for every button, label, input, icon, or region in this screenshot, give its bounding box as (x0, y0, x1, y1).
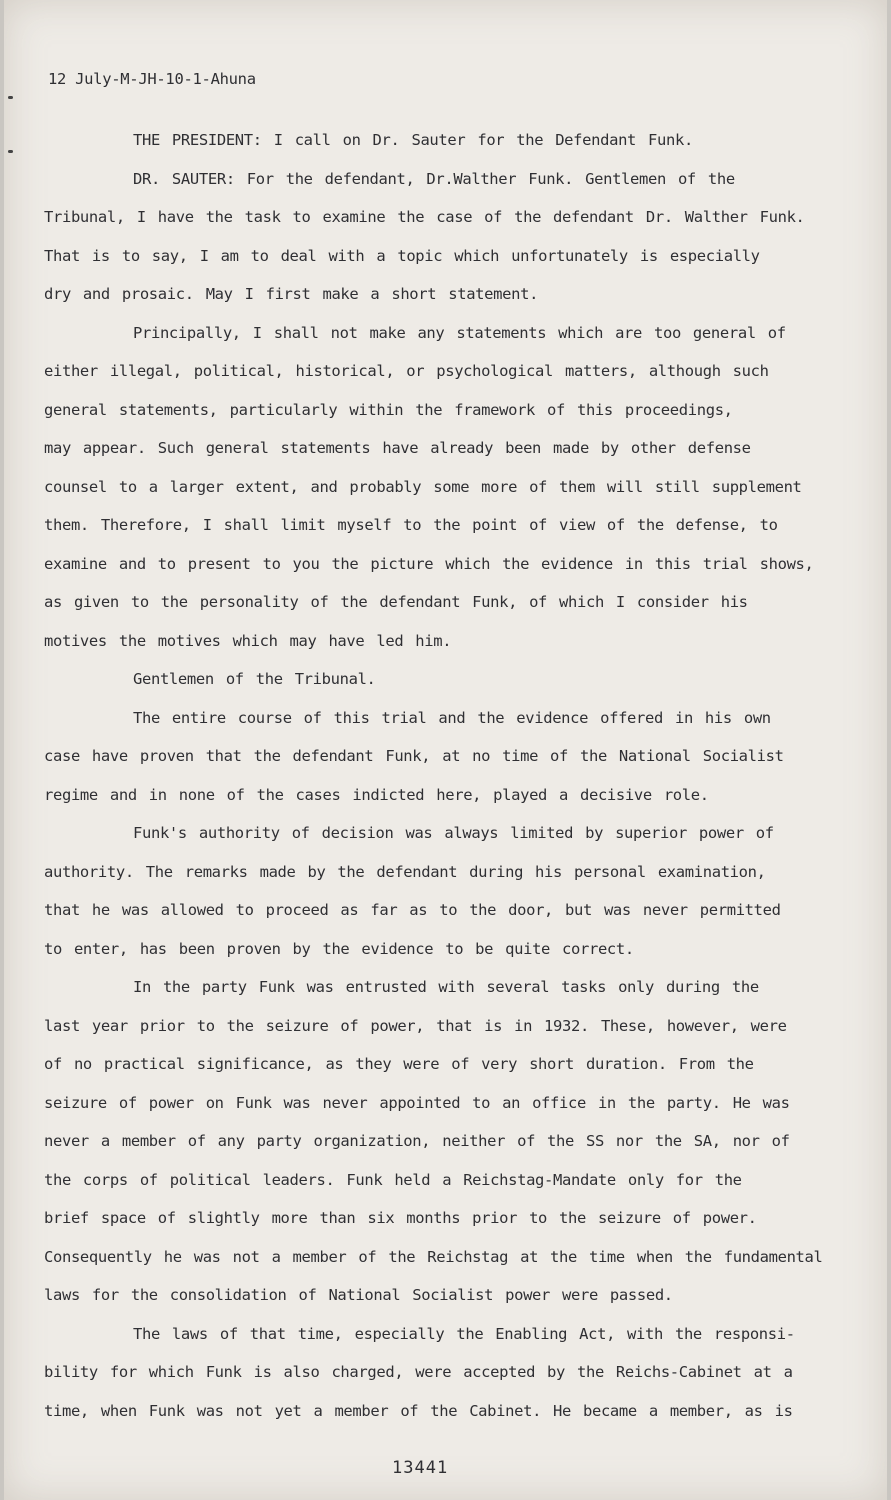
text-line: that he was allowed to proceed as far as to the door, but was never permitted (44, 901, 781, 919)
text-line: The entire course of this trial and the evidence offered in his own (133, 708, 771, 727)
page-number: 13441 (392, 1458, 449, 1478)
text-line: never a member of any party organization, neither of the SS nor the SA, nor of (44, 1132, 790, 1150)
text-line: motives the motives which may have led him. (44, 631, 452, 650)
text-line: That is to say, I am to deal with a topic which unfortunately is especially (44, 246, 760, 265)
text-line: Gentlemen of the Tribunal. (133, 670, 376, 688)
text-line: laws for the consolidation of National Socialist power were passed. (44, 1286, 673, 1304)
text-line: may appear. Such general statements have already been made by other defense (44, 439, 751, 457)
text-line: THE PRESIDENT: I call on Dr. Sauter for the Defendant Funk. (133, 131, 693, 149)
text-line: bility for which Funk is also charged, were accepted by the Reichs-Cabinet at a (44, 1363, 793, 1381)
text-line: brief space of slightly more than six months prior to the seizure of power. (44, 1209, 757, 1227)
text-line: of no practical significance, as they were of very short duration. From the (44, 1055, 754, 1073)
text-line: Consequently he was not a member of the Reichstag at the time when the fundamental (44, 1247, 823, 1266)
punch-mark (8, 96, 13, 99)
text-line: Tribunal, I have the task to examine the case of the defendant Dr. Walther Funk. (44, 208, 805, 226)
text-line: them. Therefore, I shall limit myself to the point of view of the defense, to (44, 516, 778, 534)
text-line: Principally, I shall not make any statements which are too general of (133, 323, 786, 342)
text-line: to enter, has been proven by the evidence to be quite correct. (44, 939, 634, 958)
document-page (4, 0, 887, 1500)
text-line: Funk's authority of decision was always limited by superior power of (133, 824, 774, 842)
text-line: time, when Funk was not yet a member of the Cabinet. He became a member, as is (44, 1401, 793, 1420)
text-line: regime and in none of the cases indicted here, played a decisive role. (44, 785, 709, 804)
text-line: dry and prosaic. May I first make a short statement. (44, 285, 539, 303)
text-line: seizure of power on Funk was never appointed to an office in the party. He was (44, 1093, 790, 1112)
text-line: In the party Funk was entrusted with several tasks only during the (133, 978, 759, 996)
text-line: counsel to a larger extent, and probably some more of them will still supplement (44, 477, 802, 496)
document-header: 12 July-M-JH-10-1-Ahuna (48, 70, 256, 88)
text-line: examine and to present to you the picture which the evidence in this trial shows, (44, 554, 814, 573)
text-line: case have proven that the defendant Funk, at no time of the National Socialist (44, 747, 784, 765)
punch-mark (8, 150, 13, 153)
text-line: The laws of that time, especially the Enabling Act, with the responsi- (133, 1324, 795, 1343)
text-line: general statements, particularly within the framework of this proceedings, (44, 400, 733, 419)
text-line: the corps of political leaders. Funk held a Reichstag-Mandate only for the (44, 1170, 742, 1189)
text-line: either illegal, political, historical, or psychological matters, although such (44, 362, 769, 380)
document-body (44, 131, 844, 1440)
text-line: authority. The remarks made by the defendant during his personal examination, (44, 862, 766, 881)
text-line: last year prior to the seizure of power, that is in 1932. These, however, were (44, 1016, 787, 1035)
text-line: as given to the personality of the defendant Funk, of which I consider his (44, 593, 748, 611)
text-line: DR. SAUTER: For the defendant, Dr.Walther Funk. Gentlemen of the (133, 169, 735, 188)
